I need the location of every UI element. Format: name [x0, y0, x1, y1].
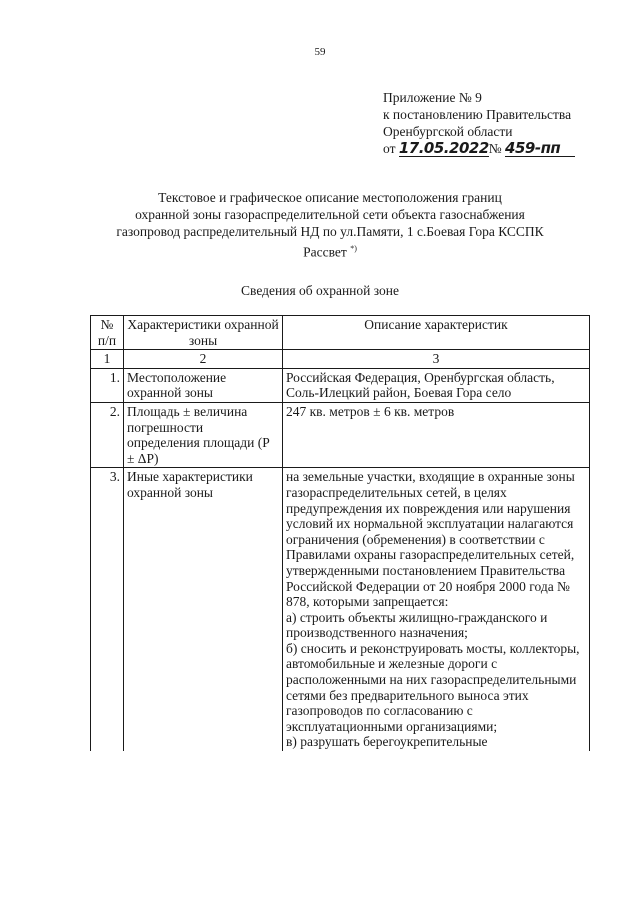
index-3: 3	[283, 350, 590, 369]
table-row	[91, 402, 590, 467]
document-title	[70, 189, 590, 261]
row-description: 247 кв. метров ± 6 кв. метров	[283, 402, 590, 467]
section-subtitle: Сведения об охранной зоне	[241, 283, 399, 298]
row-characteristic: Местоположение охранной зоны	[124, 368, 283, 402]
footnote-mark: *)	[350, 244, 357, 253]
title-line-4-text: Рассвет	[303, 244, 347, 260]
title-line-3: газопровод распределительный НД по ул.Памяти, 1 с.Боевая Гора КССПК	[116, 224, 544, 239]
header-characteristic: Характеристики охранной зоны	[124, 316, 283, 350]
appendix-block	[383, 89, 575, 157]
title-line-2: охранной зоны газораспределительной сети объекта газоснабжения	[135, 207, 525, 222]
title-line-1: Текстовое и графическое описание местоположения границ	[158, 190, 502, 205]
table-row	[91, 468, 590, 751]
header-description: Описание характеристик	[283, 316, 590, 350]
restriction-item-a: а) строить объекты жилищно-гражданского и производственного назначения;	[286, 609, 548, 641]
row-description: Российская Федерация, Оренбургская область, Соль-Илецкий район, Боевая Гора село	[283, 368, 590, 402]
handwritten-date: 17.05.2022	[398, 139, 489, 157]
header-num: № п/п	[91, 316, 124, 350]
title-line-4	[70, 240, 590, 261]
index-2: 2	[124, 350, 283, 369]
page-number: 59	[314, 46, 326, 58]
table-index-row	[91, 350, 590, 369]
row-num: 2.	[91, 402, 124, 467]
handwritten-number: 459-пп	[505, 140, 575, 157]
row-characteristic: Площадь ± величина погрешности определения площади (P ± ΔP)	[124, 402, 283, 467]
row-characteristic: Иные характеристики охранной зоны	[124, 468, 283, 751]
row-num: 1.	[91, 368, 124, 402]
index-1: 1	[91, 350, 124, 369]
restriction-item-c: в) разрушать берегоукрепительные	[286, 734, 488, 750]
appendix-date-line	[383, 140, 575, 157]
table-row	[91, 368, 590, 402]
appendix-resolution: к постановлению Правительства	[383, 107, 572, 122]
appendix-title: Приложение № 9	[383, 90, 482, 105]
appendix-region: Оренбургской области	[383, 124, 513, 139]
zone-info-table	[90, 315, 590, 751]
table-header-row	[91, 316, 590, 350]
row-num: 3.	[91, 468, 124, 751]
number-prefix: №	[488, 141, 502, 156]
date-prefix: от	[383, 141, 396, 156]
row-description	[283, 468, 590, 751]
restriction-item-b: б) сносить и реконструировать мосты, коллекторы, автомобильные и железные дороги с расположенными на них газораспределительными сетями без предварительного выноса этих газопроводов по согласованию с эксплуатационными организациями;	[286, 640, 580, 734]
row-description-intro: на земельные участки, входящие в охранные зоны газораспределительных сетей, в целях предупреждения их повреждения или нарушения условий их нормальной эксплуатации налагаются ограничения (обременения) в соответствии с Правилами охраны газораспределительных сетей, утвержденными постановлением Правительства Российской Федерации от 20 ноября 2000 года № 878, которыми запрещается:	[286, 469, 575, 610]
